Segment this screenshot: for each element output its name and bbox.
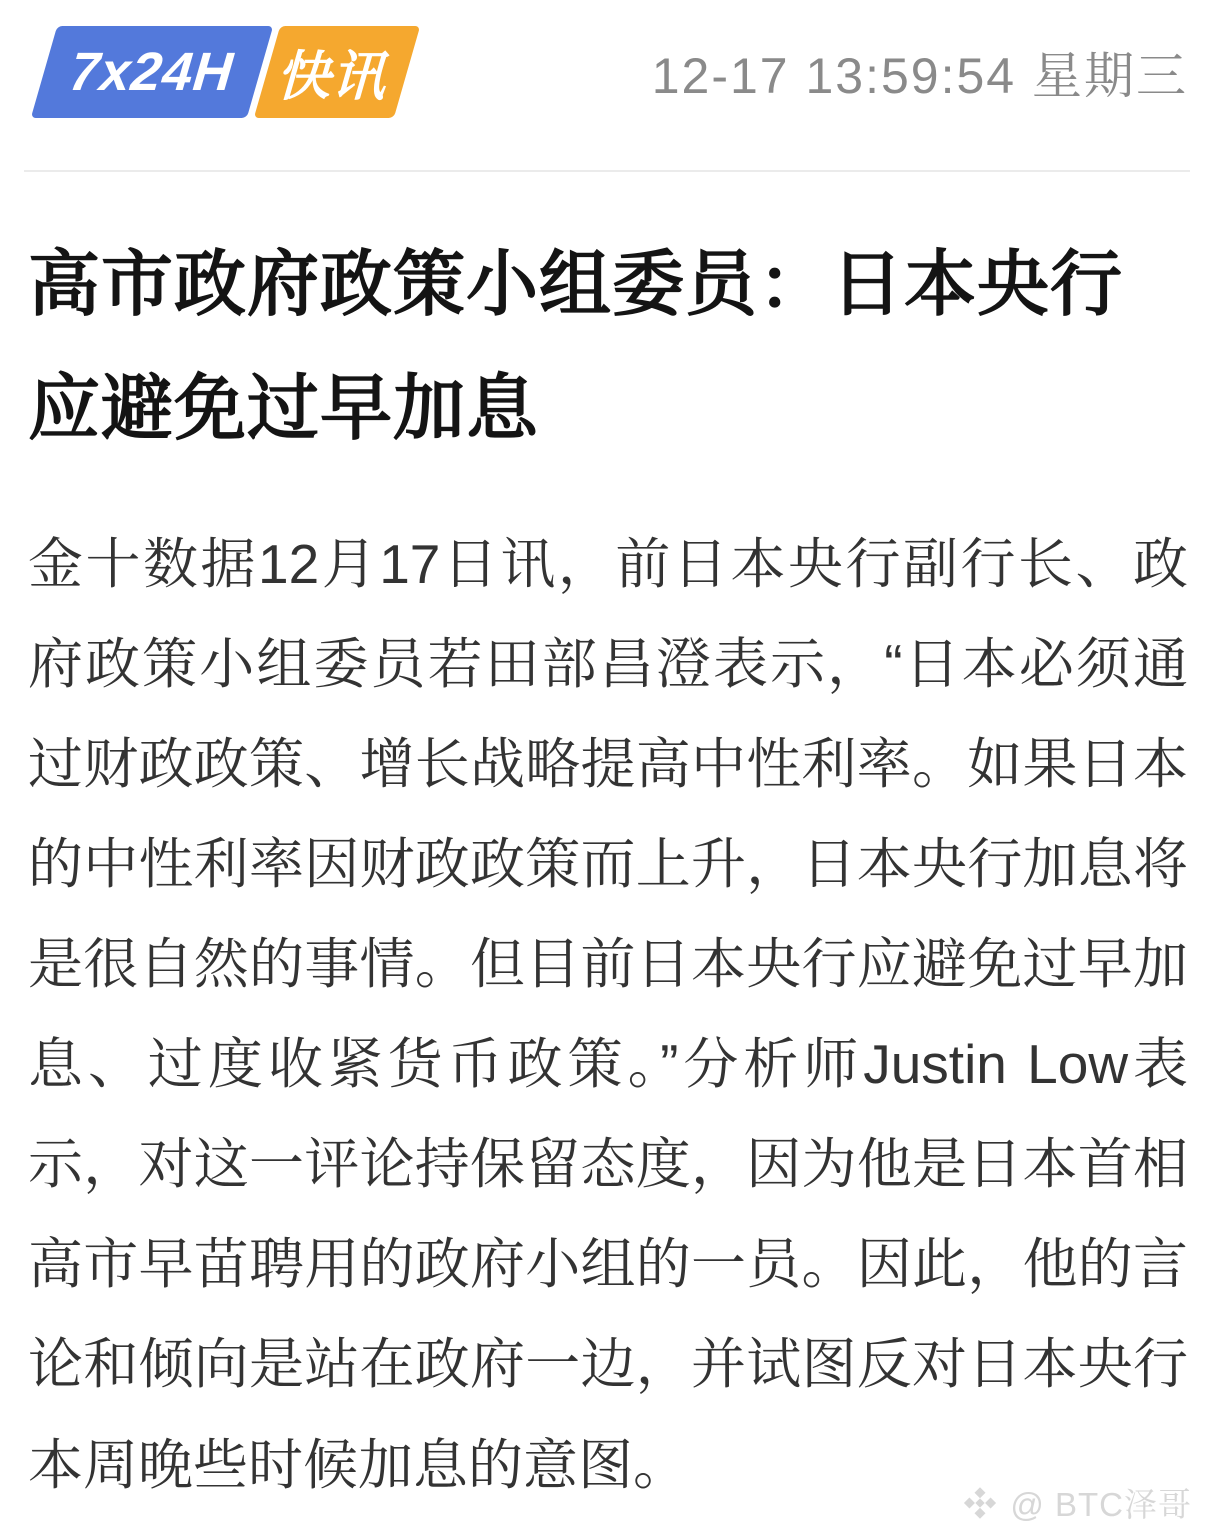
header-divider bbox=[24, 170, 1190, 172]
timestamp: 12-17 13:59:54 星期三 bbox=[651, 48, 1188, 104]
watermark bbox=[959, 1479, 1192, 1526]
badge-kuaixun-segment bbox=[254, 26, 420, 118]
live-flash-badge[interactable] bbox=[31, 26, 421, 118]
article-body: 金十数据12月17日讯，前日本央行副行长、政府政策小组委员若田部昌澄表示，“日本必须通过财政政策、增长战略提高中性利率。如果日本的中性利率因财政政策而上升，日本央行加息将是很自然的事情。但目前日本央行应避免过早加息、过度收紧货币政策。”分析师Justin Low表示，对这一评论持保留态度，因为他是日本首相高市早苗聘用的政府小组的一员。因此，他的言论和倾向是站在政府一边，并试图反对日本央行本周晚些时候加息的意图。 bbox=[28, 532, 1188, 1496]
badge-7x24h-label: 7x24H bbox=[61, 42, 243, 102]
header bbox=[0, 0, 1214, 118]
article bbox=[0, 224, 1214, 1515]
badge-7x24h-segment bbox=[31, 26, 274, 118]
badge-kuaixun-label: 快讯 bbox=[272, 46, 400, 107]
article-title: 高市政府政策小组委员：日本央行应避免过早加息 bbox=[28, 245, 1124, 449]
watermark-label: @ BTC泽哥 bbox=[1010, 1486, 1192, 1523]
binance-diamond-icon bbox=[959, 1482, 1001, 1524]
